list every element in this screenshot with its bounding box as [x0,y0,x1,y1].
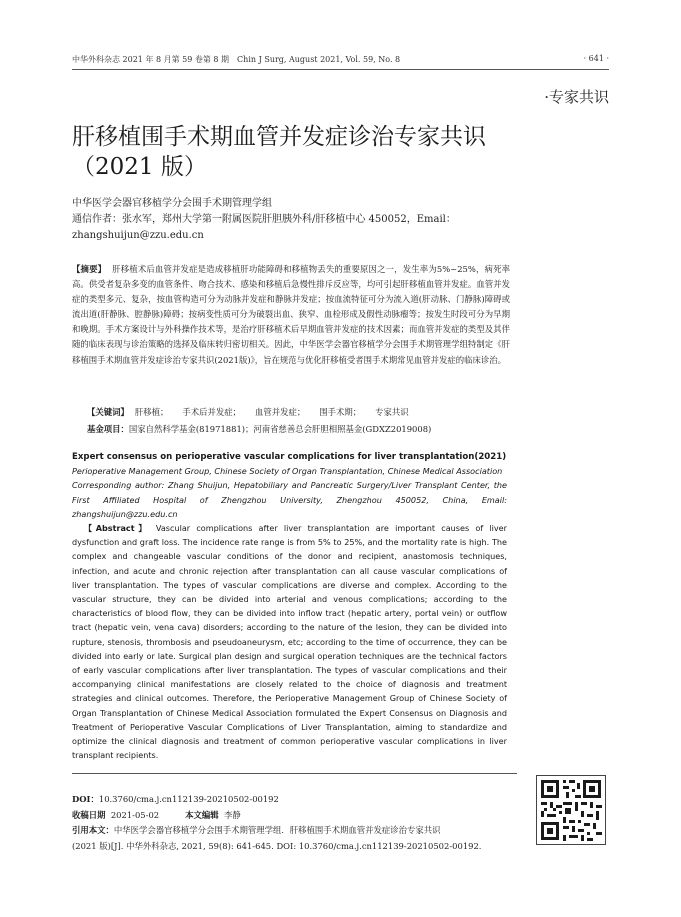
page-number: · 641 · [583,54,609,63]
abstract-label: 【摘要】 [72,264,107,274]
editor-name: 李静 [223,809,241,820]
funding-label: 基金项目： [87,424,129,434]
author-group: 中华医学会器官移植学分会围手术期管理学组 [72,198,272,209]
keyword: 围手术期； [319,407,362,417]
keywords [87,405,517,420]
article-title [72,122,592,182]
editor-label: 本文编辑 [185,809,219,820]
english-abstract-text: Vascular complications after liver transplantation are important causes of liver dysfunction and graft loss. The incidence rate range is from 5% to 25%, and the mortality rate is high. The complex and changeable vascular conditions of the donor and recipient, anastomosis techniques, infection, and acute and chronic rejection after transplantation can all cause vascular complications of liver transplantation. The types of vascular complications are diverse and complex. According to the vascular structure, they can be divided into arterial and venous complications; according to the characteristics of blood flow, they can be divided into inflow tract (hepatic artery, portal vein) or outflow tract (hepatic vein, vena cava) disorders; according to the nature of the lesion, they can be divided into rupture, stenosis, thrombosis and pseudoaneurysm, etc; according to the time of occurrence, they can be divided into early or late. Surgical plan design and surgical operation techniques are the technical factors of early vascular complications after liver transplantation. The types of vascular complications and their accompanying clinical manifestations are closely related to the choice of diagnosis and treatment strategies and clinical outcomes. Therefore, the Perioperative Management Group of Chinese Society of Organ Transplantation of Chinese Medical Association formulated the Expert Consensus on Diagnosis and Treatment of Perioperative Vascular Complications of Liver Transplantation, aiming to standardize and optimize the clinical diagnosis and treatment of common perioperative vascular complications in liver transplant recipients. [72,523,507,761]
citation-row-2 [72,839,522,855]
received-date: 2021-05-02 [110,809,160,820]
abstract-chinese [72,262,510,368]
title-line-1: 肝移植围手术期血管并发症诊治专家共识 [72,124,486,150]
header-divider [72,69,609,70]
keywords-label: 【关键词】 [87,407,129,417]
english-corresponding-author: Corresponding author: Zhang Shuijun, Hepatobiliary and Pancreatic Surgery/Liver Transplant Center, the First Affiliated Hospital of Zhengzhou University, Zhengzhou 450052, China, Email: zhangshuijun@zzu.edu.cn [72,480,507,519]
citation-text-1: 中华医学会器官移植学分会围手术期管理学组．肝移植围手术期血管并发症诊治专家共识 [113,825,441,835]
qr-code-icon[interactable] [536,775,606,845]
author-block [72,196,612,244]
doi-row [72,792,522,808]
funding [87,422,517,437]
footer-divider [72,773,517,774]
journal-info: 中华外科杂志 2021 年 8 月第 59 卷第 8 期 Chin J Surg, August 2021, Vol. 59, No. 8 [72,55,401,64]
column-tag: ·专家共识 [544,88,609,106]
received-row [72,808,522,824]
keyword: 专家共识 [375,407,409,417]
citation-row [72,823,522,839]
abstract-text: 肝移植术后血管并发症是造成移植肝功能障碍和移植物丢失的重要原因之一，发生率为5%~25%，病死率高。供受者复杂多变的血管条件、吻合技术、感染和移植后急慢性排斥反应等，均可引起肝移植血管并发症。血管并发症的类型多元、复杂，按血管构造可分为动脉并发症和静脉并发症；按血流特征可分为流入道(肝动脉、门静脉)障碍或流出道(肝静脉、腔静脉)障碍；按病变性质可分为破裂出血、狭窄、血栓形成及假性动脉瘤等；按发生时段可分为早期和晚期。手术方案设计与外科操作技术等，是治疗肝移植术后早期血管并发症的技术因素；而血管并发症的类型及其伴随的临床表现与诊治策略的选择及临床转归密切相关。因此，中华医学会器官移植学分会围手术期管理学组特制定《肝移植围手术期血管并发症诊治专家共识(2021版)》，旨在规范与优化肝移植受者围手术期常见血管并发症的临床诊治。 [72,264,511,365]
keyword: 血管并发症； [255,407,306,417]
doi-label: DOI： [72,794,99,804]
doi-link[interactable]: 10.3760/cma.j.cn112139-20210502-00192 [98,794,279,804]
keyword: 手术后并发症； [182,407,241,417]
title-line-2: （2021 版） [72,154,207,180]
corresponding-author: 通信作者：张水军，郑州大学第一附属医院肝胆胰外科/肝移植中心 450052，Email： [72,214,456,225]
english-title: Expert consensus on perioperative vascular complications for liver transplantation(2021) [72,452,507,462]
english-abstract [72,521,507,762]
qr-code-graphic [537,776,605,844]
english-abstract-block [72,450,507,762]
article-footer [72,792,522,854]
funding-text: 国家自然科学基金(81971881)；河南省慈善总会肝胆相照基金(GDXZ2019008) [128,424,432,434]
citation-text-2: (2021 版)[J]. 中华外科杂志, 2021, 59(8): 641-645. DOI: 10.3760/cma.j.cn112139-20210502-00192. [72,840,482,851]
keyword: 肝移植； [134,407,169,417]
running-head [72,54,609,68]
received-label: 收稿日期 [72,809,106,820]
citation-label: 引用本文： [72,825,114,835]
english-author-group: Perioperative Management Group, Chinese Society of Organ Transplantation, Chinese Medical Association [72,466,503,477]
author-email: zhangshuijun@zzu.edu.cn [72,230,204,241]
english-abstract-label: 【Abstract】 [84,523,150,534]
